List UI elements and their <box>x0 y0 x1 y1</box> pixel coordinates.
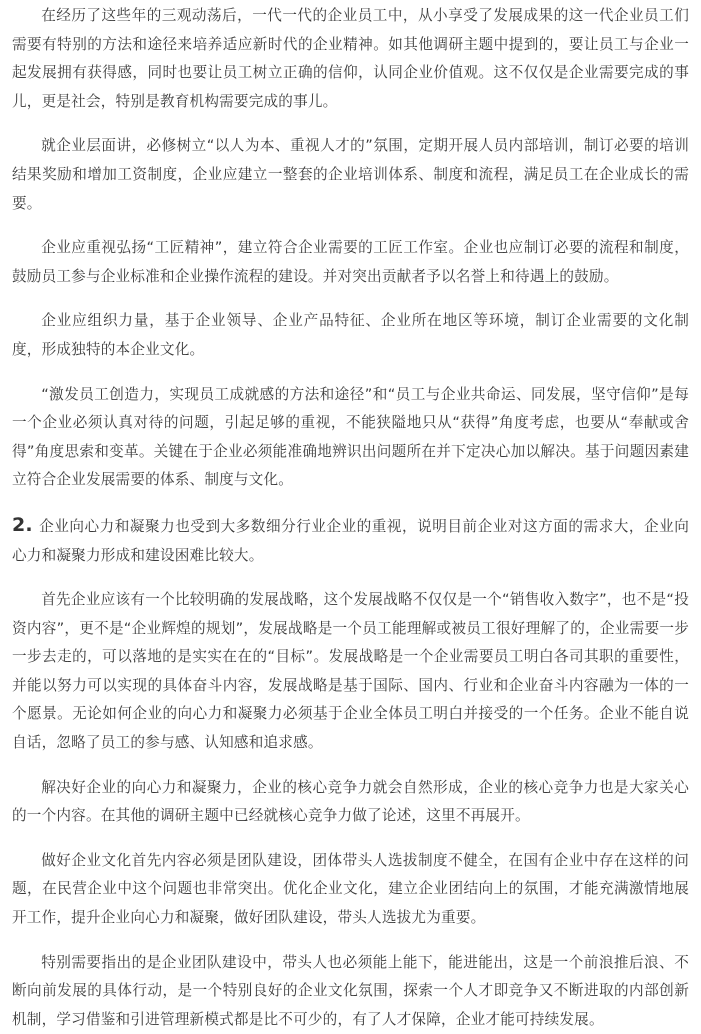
paragraph-enterprise-level: 就企业层面讲，必修树立“以人为本、重视人才的”氛围，定期开展人员内部培训，制订必要的培训结果奖励和增加工资制度，企业应建立一整套的企业培训体系、制度和流程，满足员工在企业成长的需要。 <box>12 137 689 212</box>
paragraph-team-building: 做好企业文化首先内容必须是团队建设，团体带头人选拔制度不健全，在国有企业中存在这样的问题，在民营企业中这个问题也非常突出。优化企业文化，建立企业团结向上的氛围，才能充满激情地展开工作，提升企业向心力和凝聚，做好团队建设，带头人选拔尤为重要。 <box>12 851 689 927</box>
paragraph-intro: 在经历了这些年的三观动荡后，一代一代的企业员工中，从小享受了发展成果的这一代企业员工们需要有特别的方法和途径来培养适应新时代的企业精神。如其他调研主题中提到的，要让员工与企业一起发展拥有获得感，同时也要让员工树立正确的信仰，认同企业价值观。这不仅仅是企业需要完成的事儿，更是社会，特别是教育机构需要完成的事儿。 <box>12 7 689 110</box>
paragraph-creativity: “激发员工创造力，实现员工成就感的方法和途径”和“员工与企业共命运、同发展，坚守信仰”是每一个企业必须认真对待的问题，引起足够的重视，不能狭隘地只从“获得”角度考虑，也要从“奉献或舍得”角度思索和变革。关键在于企业必须能准确地辨识出问题所在并下定决心加以解决。基于问题因素建立符合企业发展需要的体系、制度与文化。 <box>12 385 689 489</box>
paragraph-core-competence: 解决好企业的向心力和凝聚力，企业的核心竞争力就会自然形成，企业的核心竞争力也是大家关心的一个内容。在其他的调研主题中已经就核心竞争力做了论述，这里不再展开。 <box>12 778 689 825</box>
paragraph-team-leader: 特别需要指出的是企业团队建设中，带头人也必须能上能下，能进能出，这是一个前浪推后浪、不断向前发展的具体行动，是一个特别良好的企业文化氛围，探索一个人才即竞争又不断进取的内部创新机制，学习借鉴和引进管理新模式都是比不可少的，有了人才保障，企业才能可持续发展。 <box>12 953 689 1028</box>
numbered-paragraph <box>12 511 689 570</box>
numbered-paragraph-text: 企业向心力和凝聚力也受到大多数细分行业企业的重视，说明目前企业对这方面的需求大，企业向心力和凝聚力形成和建设困难比较大。 <box>12 517 689 564</box>
paragraph-craftsman-spirit: 企业应重视弘扬“工匠精神”，建立符合企业需要的工匠工作室。企业也应制订必要的流程和制度，鼓励员工参与企业标准和企业操作流程的建设。并对突出贡献者予以名誉上和待遇上的鼓励。 <box>12 239 689 285</box>
paragraph-culture-system: 企业应组织力量，基于企业领导、企业产品特征、企业所在地区等环境，制订企业需要的文化制度，形成独特的本企业文化。 <box>12 312 689 358</box>
paragraph-strategy: 首先企业应该有一个比较明确的发展战略，这个发展战略不仅仅是一个“销售收入数字”，也不是“投资内容”，更不是“企业辉煌的规划”，发展战略是一个员工能理解或被员工很好理解了的，企业需要一步一步去走的，可以落地的是实实在在的“目标”。发展战略是一个企业需要员工明白各司其职的重要性，并能以努力可以实现的具体奋斗内容，发展战略是基于国际、国内、行业和企业奋斗内容融为一体的一个愿景。无论如何企业的向心力和凝聚力必须基于企业全体员工明白并接受的一个任务。企业不能自说自话，忽略了员工的参与感、认知感和追求感。 <box>12 591 689 752</box>
section-number: 2. <box>12 513 33 536</box>
